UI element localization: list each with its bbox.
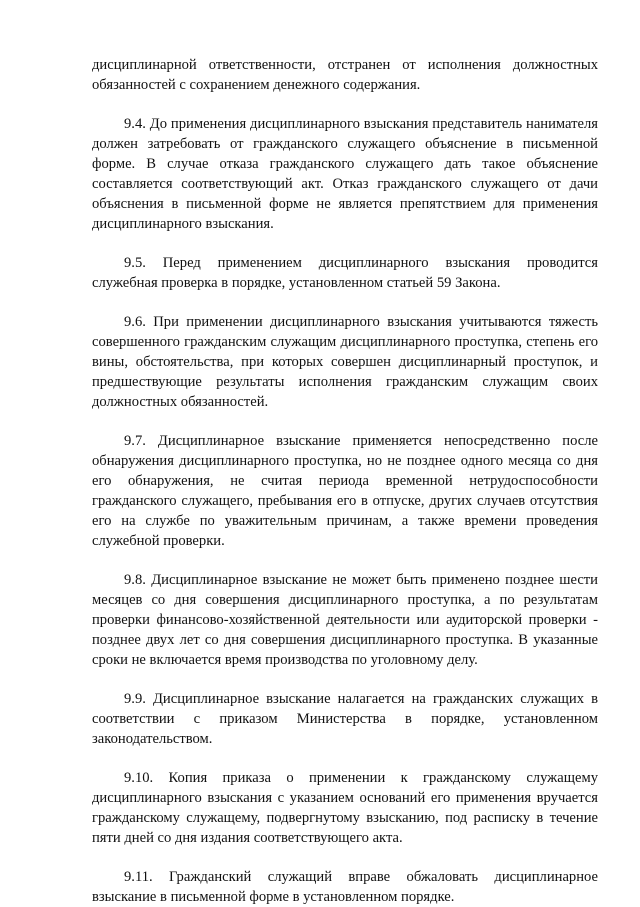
paragraph-9-11: 9.11. Гражданский служащий вправе обжаловать дисциплинарное взыскание в письменной форме в установленном порядке. (92, 869, 598, 905)
paragraph-9-6: 9.6. При применении дисциплинарного взыскания учитываются тяжесть совершенного гражданским служащим дисциплинарного проступка, степень его вины, обстоятельства, при которых совершен дисциплинарный проступок, и предшествующие результаты исполнения гражданским служащим своих должностных обязанностей. (92, 314, 598, 410)
document-page (92, 55, 598, 907)
paragraph-continuation: дисциплинарной ответственности, отстранен от исполнения должностных обязанностей с сохранением денежного содержания. (92, 57, 598, 93)
paragraph-9-9: 9.9. Дисциплинарное взыскание налагается на гражданских служащих в соответствии с приказом Министерства в порядке, установленном законодательством. (92, 691, 598, 747)
paragraph-9-4: 9.4. До применения дисциплинарного взыскания представитель нанимателя должен затребовать от гражданского служащего объяснение в письменной форме. В случае отказа гражданского служащего дать такое объяснение составляется соответствующий акт. Отказ гражданского служащего от дачи объяснения в письменной форме не является препятствием для применения дисциплинарного взыскания. (92, 116, 598, 232)
paragraph-9-10: 9.10. Копия приказа о применении к гражданскому служащему дисциплинарного взыскания с указанием оснований его применения вручается гражданскому служащему, подвергнутому взысканию, под расписку в течение пяти дней со дня издания соответствующего акта. (92, 770, 598, 846)
paragraph-9-8: 9.8. Дисциплинарное взыскание не может быть применено позднее шести месяцев со дня совершения дисциплинарного проступка, а по результатам проверки финансово-хозяйственной деятельности или аудиторской проверки - позднее двух лет со дня совершения дисциплинарного проступка. В указанные сроки не включается время производства по уголовному делу. (92, 572, 598, 668)
paragraph-9-5: 9.5. Перед применением дисциплинарного взыскания проводится служебная проверка в порядке, установленном статьей 59 Закона. (92, 255, 598, 291)
paragraph-9-7: 9.7. Дисциплинарное взыскание применяется непосредственно после обнаружения дисциплинарного проступка, но не позднее одного месяца со дня его обнаружения, не считая периода временной нетрудоспособности гражданского служащего, пребывания его в отпуске, других случаев отсутствия его на службе по уважительным причинам, а также времени проведения служебной проверки. (92, 433, 598, 549)
